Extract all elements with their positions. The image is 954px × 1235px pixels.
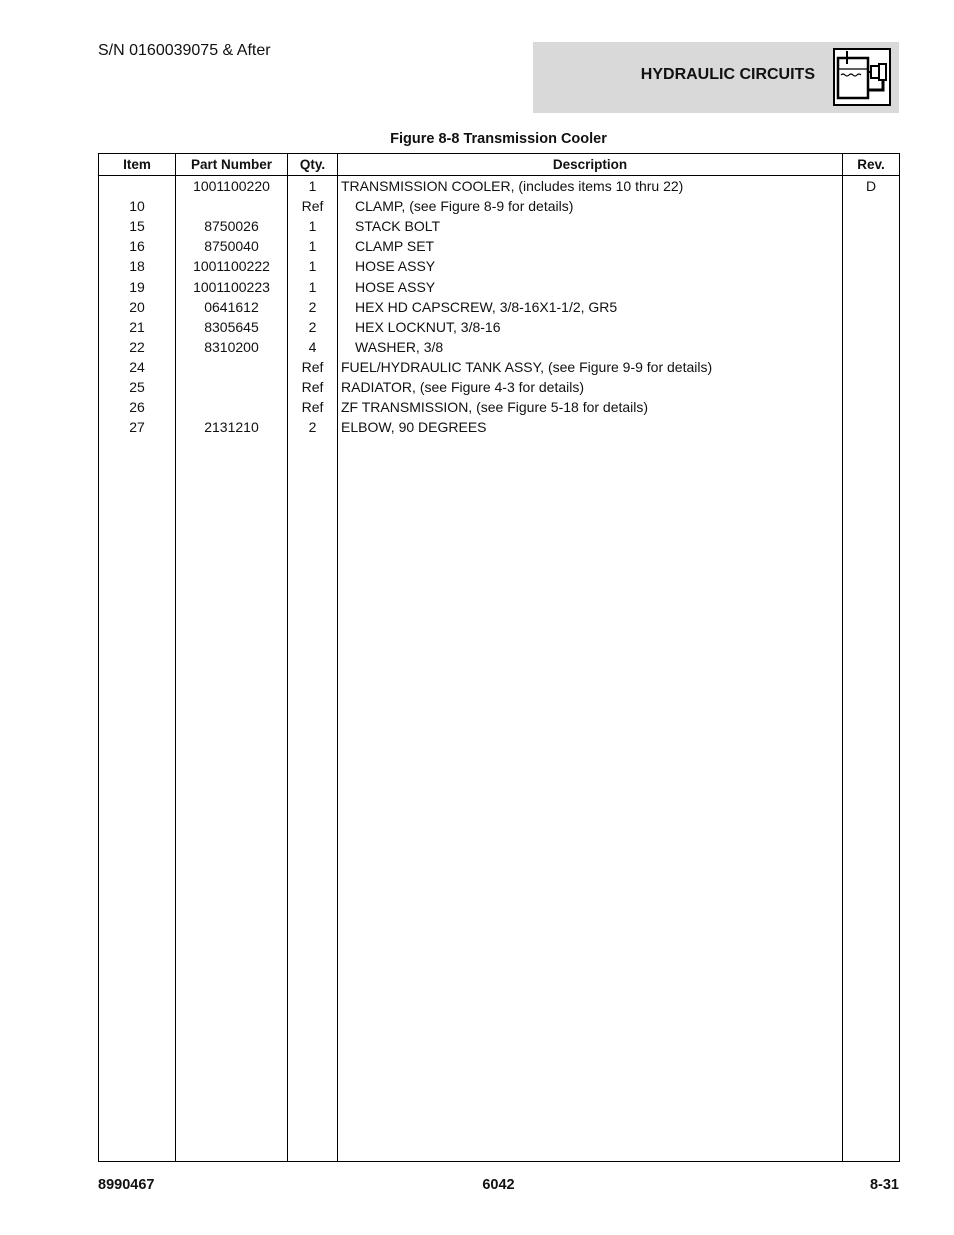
table-header-row (99, 154, 900, 176)
cell-rev (843, 216, 900, 236)
hydraulic-tank-icon (833, 48, 891, 106)
footer-model: 6042 (482, 1177, 515, 1193)
column-header-part-number: Part Number (176, 154, 288, 176)
cell-description: CLAMP, (see Figure 8-9 for details) (338, 196, 843, 216)
cell-qty: 2 (288, 417, 338, 437)
cell-description: CLAMP SET (338, 236, 843, 256)
table-row (99, 397, 900, 417)
cell-part-number: 8750040 (176, 236, 288, 256)
cell-part-number: 2131210 (176, 417, 288, 437)
cell-rev (843, 417, 900, 437)
table-row (99, 176, 900, 197)
cell-rev (843, 397, 900, 417)
cell-item: 26 (99, 397, 176, 417)
cell-part-number (176, 196, 288, 216)
cell-qty: Ref (288, 196, 338, 216)
cell-description: HOSE ASSY (338, 276, 843, 296)
cell-part-number: 8750026 (176, 216, 288, 236)
cell-qty: 2 (288, 297, 338, 317)
table-row (99, 256, 900, 276)
cell-part-number (176, 397, 288, 417)
cell-qty: 1 (288, 236, 338, 256)
cell-description: TRANSMISSION COOLER, (includes items 10 thru 22) (338, 176, 843, 197)
serial-number: S/N 0160039075 & After (98, 42, 271, 59)
cell-description: HOSE ASSY (338, 256, 843, 276)
footer-document-number: 8990467 (98, 1177, 155, 1193)
cell-qty: Ref (288, 377, 338, 397)
column-header-qty: Qty. (288, 154, 338, 176)
cell-description: ZF TRANSMISSION, (see Figure 5-18 for details) (338, 397, 843, 417)
cell-rev (843, 337, 900, 357)
cell-description: HEX HD CAPSCREW, 3/8-16X1-1/2, GR5 (338, 297, 843, 317)
cell-qty: 1 (288, 276, 338, 296)
column-header-description: Description (338, 154, 843, 176)
cell-part-number: 1001100220 (176, 176, 288, 197)
cell-qty: 1 (288, 176, 338, 197)
footer-page-number: 8-31 (869, 1177, 899, 1193)
cell-qty: 2 (288, 317, 338, 337)
section-title: HYDRAULIC CIRCUITS (640, 66, 815, 83)
parts-table-body (99, 176, 900, 1162)
figure-title: Figure 8-8 Transmission Cooler (390, 131, 607, 147)
cell-description: FUEL/HYDRAULIC TANK ASSY, (see Figure 9-9 for details) (338, 357, 843, 377)
cell-qty: Ref (288, 357, 338, 377)
cell-description: WASHER, 3/8 (338, 337, 843, 357)
parts-table (98, 153, 900, 1162)
cell-description: ELBOW, 90 DEGREES (338, 417, 843, 437)
table-row (99, 216, 900, 236)
cell-rev (843, 256, 900, 276)
cell-item: 25 (99, 377, 176, 397)
cell-item: 21 (99, 317, 176, 337)
section-banner (533, 42, 899, 113)
cell-item: 22 (99, 337, 176, 357)
cell-part-number: 1001100222 (176, 256, 288, 276)
cell-item: 19 (99, 276, 176, 296)
cell-item (99, 176, 176, 197)
cell-rev (843, 276, 900, 296)
cell-part-number: 1001100223 (176, 276, 288, 296)
table-filler-row (99, 437, 900, 1161)
cell-item: 24 (99, 357, 176, 377)
cell-part-number (176, 377, 288, 397)
cell-item: 15 (99, 216, 176, 236)
column-header-item: Item (99, 154, 176, 176)
table-row (99, 297, 900, 317)
cell-rev (843, 297, 900, 317)
cell-qty: Ref (288, 397, 338, 417)
cell-qty: 4 (288, 337, 338, 357)
table-row (99, 196, 900, 216)
cell-description: HEX LOCKNUT, 3/8-16 (338, 317, 843, 337)
table-row (99, 337, 900, 357)
table-row (99, 276, 900, 296)
cell-description: STACK BOLT (338, 216, 843, 236)
cell-rev (843, 357, 900, 377)
cell-rev (843, 196, 900, 216)
cell-item: 16 (99, 236, 176, 256)
table-row (99, 317, 900, 337)
table-row (99, 377, 900, 397)
column-header-rev: Rev. (843, 154, 900, 176)
cell-part-number: 0641612 (176, 297, 288, 317)
cell-qty: 1 (288, 256, 338, 276)
table-row (99, 417, 900, 437)
cell-part-number (176, 357, 288, 377)
table-row (99, 236, 900, 256)
cell-item: 10 (99, 196, 176, 216)
cell-description: RADIATOR, (see Figure 4-3 for details) (338, 377, 843, 397)
cell-rev (843, 236, 900, 256)
cell-item: 20 (99, 297, 176, 317)
cell-qty: 1 (288, 216, 338, 236)
cell-rev: D (843, 176, 900, 197)
cell-item: 18 (99, 256, 176, 276)
cell-rev (843, 377, 900, 397)
cell-part-number: 8310200 (176, 337, 288, 357)
cell-part-number: 8305645 (176, 317, 288, 337)
cell-item: 27 (99, 417, 176, 437)
table-row (99, 357, 900, 377)
cell-rev (843, 317, 900, 337)
